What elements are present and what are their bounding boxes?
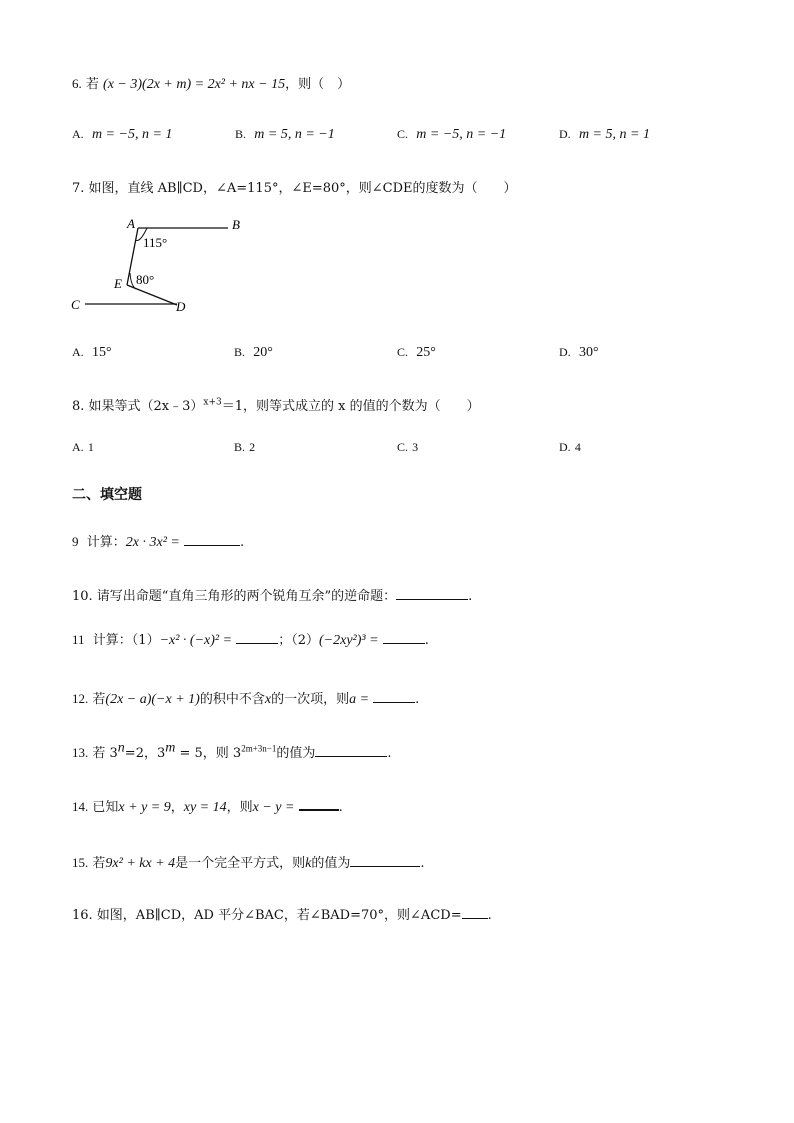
question-suffix: ，则（ ） — [285, 77, 351, 92]
label-b: B — [232, 217, 240, 232]
q8-option-b[interactable] — [234, 440, 255, 455]
exponent-m: m — [165, 740, 176, 756]
question-stem-end: ＝1，则等式成立的 x 的值的个数为（ ） — [221, 399, 480, 414]
q7-option-d[interactable] — [559, 345, 599, 361]
question-12 — [72, 688, 419, 708]
option-text: 25° — [416, 345, 436, 360]
separator: ；（2） — [278, 633, 319, 648]
question-end: . — [387, 746, 392, 761]
question-end: . — [415, 692, 420, 707]
question-16 — [72, 904, 492, 923]
q6-option-a[interactable] — [72, 127, 172, 143]
math-expression: 2x · 3x² = — [125, 535, 180, 550]
section-heading: 二、填空题 — [72, 487, 142, 503]
question-number: 15. — [72, 855, 89, 870]
option-letter: A. — [72, 127, 84, 141]
question-end: . — [420, 856, 425, 871]
q7-option-c[interactable] — [397, 345, 436, 361]
angle-e-label: 80° — [136, 272, 155, 287]
math-expression-1: −x² · (−x)² = — [159, 633, 233, 648]
question-prefix: 若 — [92, 692, 106, 707]
math-expression-3: x − y = — [252, 800, 295, 815]
question-9 — [72, 531, 244, 551]
math-expression-2: (−2xy²)³ = — [319, 633, 379, 648]
question-number: 13. — [72, 745, 89, 760]
option-text: 3 — [412, 440, 419, 454]
math-expression: (x − 3)(2x + m) = 2x² + nx − 15 — [103, 77, 286, 92]
option-text: m = −5, n = −1 — [416, 127, 507, 142]
question-10 — [72, 585, 472, 604]
question-15 — [72, 852, 425, 872]
question-number: 6. — [72, 76, 82, 91]
question-number: 9 — [72, 534, 79, 549]
question-stem: 8. 如果等式（2x﹣3） — [72, 399, 204, 414]
option-text: 20° — [253, 345, 273, 360]
q7-option-a[interactable] — [72, 345, 112, 361]
question-number: 14. — [72, 799, 89, 814]
option-letter: A. — [72, 440, 84, 454]
question-text-2: 的值为 — [311, 856, 351, 871]
option-text: 2 — [249, 440, 256, 454]
question-stem: 10. 请写出命题“直角三角形的两个锐角互余”的逆命题： — [72, 589, 397, 604]
label-c: C — [71, 297, 80, 312]
exponent-expression: 2m+3n−1 — [241, 743, 277, 754]
option-letter: C. — [397, 440, 409, 454]
question-text-3: 的值为 — [276, 746, 316, 761]
question-text: ，则 — [226, 800, 253, 815]
option-text: 4 — [574, 440, 581, 454]
option-text: m = 5, n = 1 — [578, 127, 650, 142]
option-text: 15° — [91, 345, 112, 360]
option-letter: A. — [72, 345, 84, 359]
question-7: 7. 如图，直线 AB∥CD，∠A=115°，∠E=80°，则∠CDE的度数为（ ） — [72, 181, 517, 196]
option-letter: C. — [397, 127, 409, 141]
q6-option-b[interactable] — [235, 127, 335, 143]
q6-option-d[interactable] — [559, 127, 650, 143]
question-stem: 16. 如图，AB∥CD，AD 平分∠BAC，若∠BAD=70°，则∠ACD= — [72, 908, 462, 923]
q8-option-d[interactable] — [559, 440, 581, 455]
label-d: D — [176, 299, 186, 314]
q8-option-a[interactable] — [72, 440, 94, 455]
option-text: m = 5, n = −1 — [254, 127, 335, 142]
answer-blank[interactable] — [462, 907, 488, 919]
math-variable-a: a = — [349, 692, 370, 707]
question-14 — [72, 796, 343, 816]
option-letter: B. — [235, 127, 247, 141]
answer-blank[interactable] — [350, 855, 420, 867]
q7-geometry-figure — [60, 210, 260, 320]
exponent: x+3 — [203, 397, 222, 408]
question-number: 11 — [72, 632, 85, 647]
question-end: . — [468, 589, 473, 604]
question-13 — [72, 742, 392, 761]
comma: ， — [170, 800, 184, 815]
angle-a-label: 115° — [143, 235, 168, 250]
answer-blank[interactable] — [315, 745, 387, 757]
label-e: E — [114, 276, 122, 291]
option-text: m = −5, n = 1 — [91, 127, 173, 142]
question-text-2: 的一次项，则 — [271, 692, 350, 707]
question-text: =2，3 — [124, 746, 166, 761]
answer-blank-2[interactable] — [383, 632, 425, 644]
option-letter: D. — [559, 345, 571, 359]
option-text: 1 — [87, 440, 94, 454]
answer-blank[interactable] — [184, 534, 240, 546]
q6-option-c[interactable] — [397, 127, 506, 143]
math-expression: 9x² + kx + 4 — [105, 856, 176, 871]
exponent-n: n — [117, 740, 125, 756]
option-letter: D. — [559, 127, 571, 141]
question-end: . — [240, 535, 245, 550]
math-expression-1: x + y = 9 — [118, 800, 171, 815]
question-8 — [72, 395, 480, 414]
question-prefix: 计算： — [86, 535, 126, 550]
question-text: 的积中不含 — [199, 692, 265, 707]
question-11 — [72, 629, 429, 649]
math-variable: x — [264, 692, 272, 707]
option-letter: D. — [559, 440, 571, 454]
answer-blank[interactable] — [396, 588, 468, 600]
option-letter: B. — [234, 440, 246, 454]
answer-blank-1[interactable] — [236, 632, 278, 644]
answer-blank[interactable] — [299, 798, 339, 811]
question-end: . — [338, 800, 343, 815]
label-a: A — [127, 216, 135, 231]
option-text: 30° — [578, 345, 599, 360]
math-expression-2: xy = 14 — [183, 800, 227, 815]
math-variable-k: k — [305, 856, 312, 871]
question-6 — [72, 73, 350, 93]
question-end: . — [487, 908, 492, 923]
question-prefix: 计算：（1） — [92, 633, 160, 648]
question-text-2: = 5，则 3 — [175, 746, 242, 761]
option-letter: B. — [234, 345, 246, 359]
question-number: 12. — [72, 691, 89, 706]
question-prefix: 若 — [92, 856, 106, 871]
question-prefix: 若 — [85, 77, 99, 92]
question-prefix: 已知 — [92, 800, 119, 815]
answer-blank[interactable] — [373, 691, 415, 703]
option-letter: C. — [397, 345, 409, 359]
q8-option-c[interactable] — [397, 440, 418, 455]
question-prefix: 若 3 — [92, 746, 118, 761]
q7-option-b[interactable] — [234, 345, 273, 361]
question-text: 是一个完全平方式，则 — [175, 856, 306, 871]
math-expression: (2x − a)(−x + 1) — [105, 692, 200, 707]
question-end: . — [424, 633, 429, 648]
